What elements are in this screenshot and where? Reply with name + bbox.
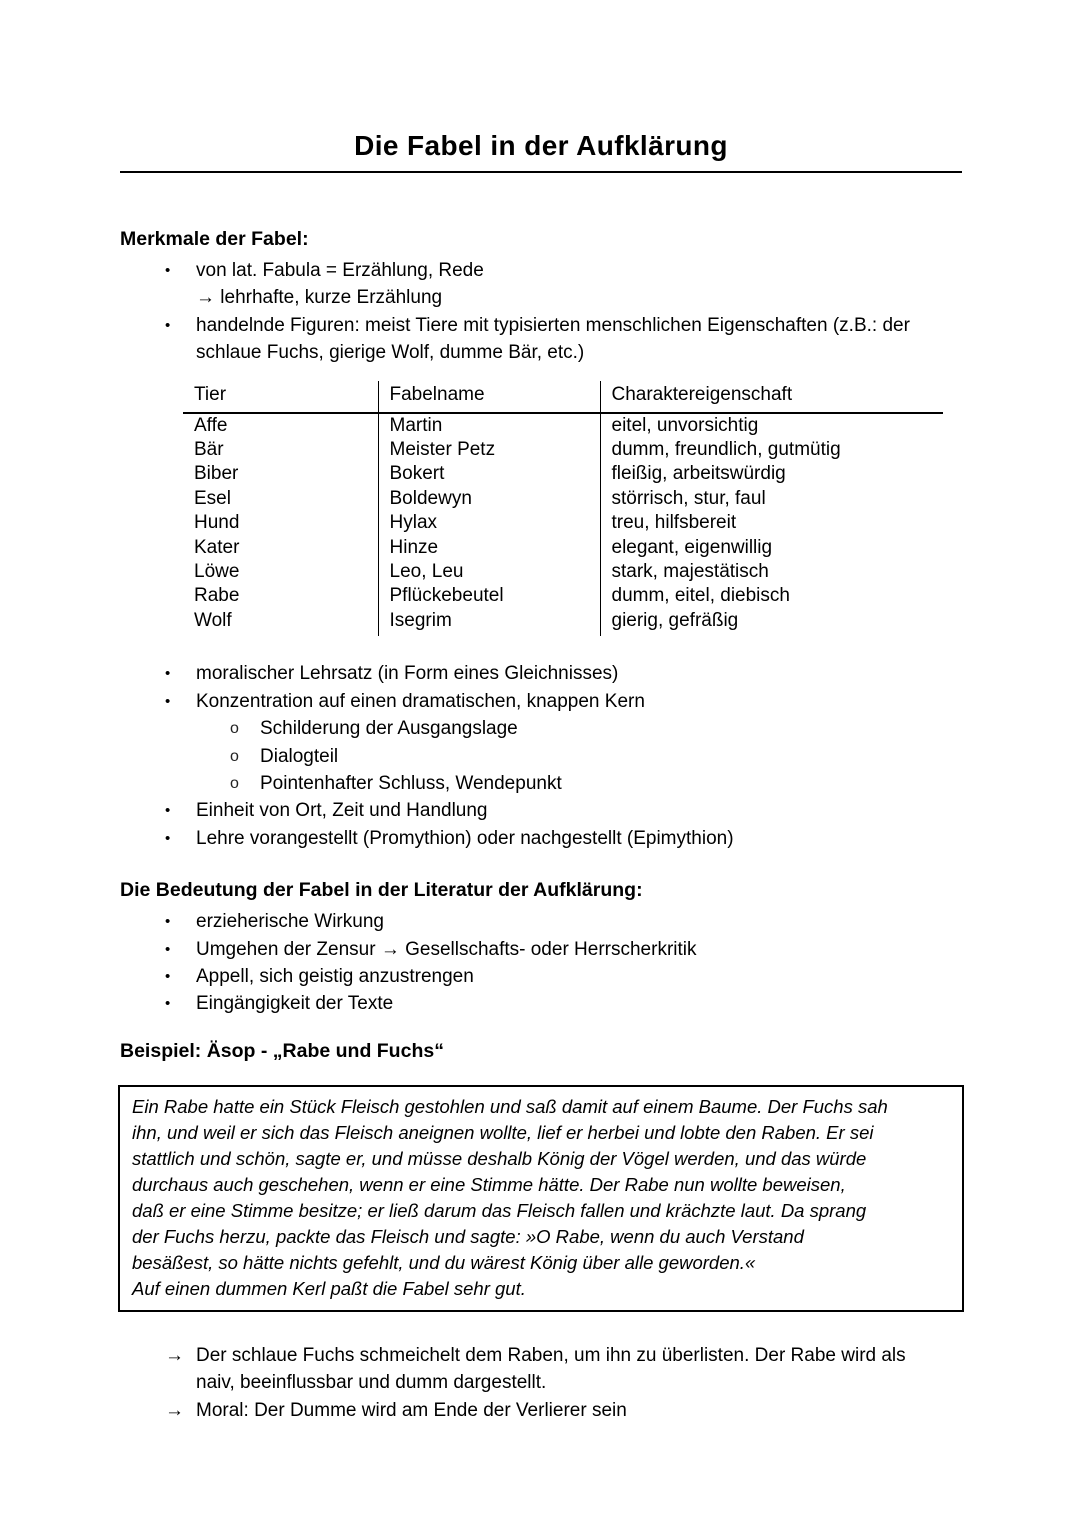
table-cell: Hylax (378, 511, 600, 535)
quote-line: durchaus auch geschehen, wenn er eine Stimme hätte. Der Rabe nun wollte beweisen, (132, 1173, 846, 1195)
merkmale-bullet-list-2 (165, 660, 962, 852)
quote-line: besäßest, so hätte nichts gefehlt, und du wärest König über alle geworden.« (132, 1251, 756, 1273)
table-cell: Isegrim (378, 609, 600, 636)
conclusion-list (165, 1342, 962, 1424)
list-item (165, 660, 962, 687)
list-item (165, 936, 962, 963)
table-row (183, 609, 943, 636)
bullet-line: Appell, sich geistig anzustrengen (196, 965, 474, 987)
bullet-dot-icon: • (165, 967, 171, 985)
table-cell: Boldewyn (378, 487, 600, 511)
table-cell: Hinze (378, 536, 600, 560)
table-cell: Pflückebeutel (378, 584, 600, 608)
bullet-dot-icon: • (165, 802, 171, 820)
sub-bullet-list (230, 715, 941, 797)
bullet-line: Konzentration auf einen dramatischen, knappen Kern (196, 690, 645, 712)
list-item (165, 257, 962, 312)
quote-line: Auf einen dummen Kerl paßt die Fabel sehr gut. (132, 1277, 526, 1299)
quote-line: der Fuchs herzu, packte das Fleisch und sagte: »O Rabe, wenn du auch Verstand (132, 1225, 804, 1247)
table-cell: Esel (194, 487, 231, 509)
conclusion-line: Der schlaue Fuchs schmeichelt dem Raben, um ihn zu überlisten. Der Rabe wird als naiv, beeinflussbar und dumm dargestellt. (196, 1344, 906, 1394)
fable-quote-box (118, 1085, 964, 1312)
merkmale-bullet-list (165, 257, 962, 367)
table-cell: Biber (194, 463, 239, 485)
table-cell: Wolf (194, 609, 232, 631)
table-row (183, 413, 943, 438)
quote-line: daß er eine Stimme besitze; er ließ darum das Fleisch fallen und krächzte laut. Da sprang (132, 1199, 867, 1221)
bullet-line: erzieherische Wirkung (196, 911, 384, 933)
table-cell: elegant, eigenwillig (600, 536, 943, 560)
table-cell: Rabe (194, 585, 240, 607)
section-heading-merkmale: Merkmale der Fabel: (120, 228, 309, 250)
bullet-line: Eingängigkeit der Texte (196, 993, 394, 1015)
table-header-row (183, 381, 943, 413)
list-item (230, 743, 941, 770)
table-cell: treu, hilfsbereit (600, 511, 943, 535)
sub-bullet-line: Schilderung der Ausgangslage (260, 718, 518, 740)
table-row (183, 462, 943, 486)
section-heading-beispiel: Beispiel: Äsop - „Rabe und Fuchs“ (120, 1039, 444, 1062)
sub-bullet-line: Dialogteil (260, 745, 339, 767)
column-header-charaktereigenschaft: Charaktereigenschaft (600, 381, 943, 413)
table-cell: Bär (194, 439, 224, 461)
bullet-content (196, 688, 941, 798)
list-item (165, 797, 962, 824)
table-cell: Hund (194, 512, 240, 534)
list-item (165, 312, 962, 367)
table-row (183, 487, 943, 511)
bullet-dot-icon: • (165, 995, 171, 1013)
list-item (165, 963, 962, 990)
table-row (183, 438, 943, 462)
quote-line: ihn, und weil er sich das Fleisch aneignen wollte, lief er herbei und lobte den Raben. Er sei (132, 1121, 874, 1143)
bullet-dot-icon: • (165, 940, 171, 958)
bullet-line: von lat. Fabula = Erzählung, Rede (196, 260, 484, 281)
table-cell: störrisch, stur, faul (600, 487, 943, 511)
bullet-dot-icon: • (165, 665, 171, 683)
sub-bullet-line: Pointenhafter Schluss, Wendepunkt (260, 772, 562, 794)
bullet-content (196, 257, 941, 312)
arrow-right-icon: → (165, 1399, 184, 1421)
column-header-tier: Tier (183, 381, 378, 413)
table-cell: Bokert (378, 462, 600, 486)
bullet-dot-icon: • (165, 829, 171, 847)
table-cell: stark, majestätisch (600, 560, 943, 584)
list-item (165, 688, 962, 798)
bullet-line: Lehre vorangestellt (Promythion) oder nachgestellt (Epimythion) (196, 827, 734, 849)
list-item (230, 715, 941, 742)
circle-bullet-icon: o (230, 774, 239, 792)
table-cell: gierig, gefräßig (600, 609, 943, 636)
table-row (183, 584, 943, 608)
table-cell: Martin (378, 413, 600, 438)
list-item (165, 1397, 962, 1424)
section-heading-bedeutung: Die Bedeutung der Fabel in der Literatur der Aufklärung: (120, 879, 643, 902)
circle-bullet-icon: o (230, 747, 239, 765)
table-cell: fleißig, arbeitswürdig (600, 462, 943, 486)
table-cell: dumm, eitel, diebisch (600, 584, 943, 608)
table-row (183, 511, 943, 535)
conclusion-line: Moral: Der Dumme wird am Ende der Verlierer sein (196, 1399, 627, 1421)
list-item (165, 908, 962, 935)
bullet-dot-icon: • (165, 692, 171, 710)
list-item (165, 1342, 962, 1397)
list-item (165, 990, 962, 1017)
column-header-fabelname: Fabelname (378, 381, 600, 413)
bullet-line: handelnde Figuren: meist Tiere mit typisierten menschlichen Eigenschaften (z.B.: der schlaue Fuchs, gierige Wolf, dumme Bär, etc.) (196, 314, 910, 364)
table-cell: Leo, Leu (378, 560, 600, 584)
bullet-line: Umgehen der Zensur → Gesellschafts- oder Herrscherkritik (196, 938, 697, 960)
list-item (165, 825, 962, 852)
table-cell: Löwe (194, 561, 240, 583)
table-row (183, 560, 943, 584)
table-cell: eitel, unvorsichtig (600, 413, 943, 438)
table-cell: Kater (194, 536, 240, 558)
bedeutung-bullet-list (165, 908, 962, 1018)
bullet-dot-icon: • (165, 913, 171, 931)
bullet-subline-arrow: → lehrhafte, kurze Erzählung (196, 287, 443, 309)
table-cell: Affe (194, 414, 228, 436)
quote-line: Ein Rabe hatte ein Stück Fleisch gestohlen und saß damit auf einem Baume. Der Fuchs sah (132, 1095, 888, 1117)
quote-line: stattlich und schön, sagte er, und müsse deshalb König der Vögel werden, und das würde (132, 1147, 867, 1169)
list-item (230, 770, 941, 797)
bullet-dot-icon: • (165, 262, 171, 279)
table-cell: Meister Petz (378, 438, 600, 462)
table-row (183, 536, 943, 560)
title-rule (120, 171, 962, 173)
arrow-right-icon: → (165, 1344, 184, 1366)
bullet-line: moralischer Lehrsatz (in Form eines Gleichnisses) (196, 663, 619, 685)
page-title: Die Fabel in der Aufklärung (354, 130, 728, 161)
fable-characters-table (183, 381, 943, 637)
bullet-line: Einheit von Ort, Zeit und Handlung (196, 800, 488, 822)
bullet-dot-icon: • (165, 316, 171, 334)
table-cell: dumm, freundlich, gutmütig (600, 438, 943, 462)
circle-bullet-icon: o (230, 720, 239, 738)
